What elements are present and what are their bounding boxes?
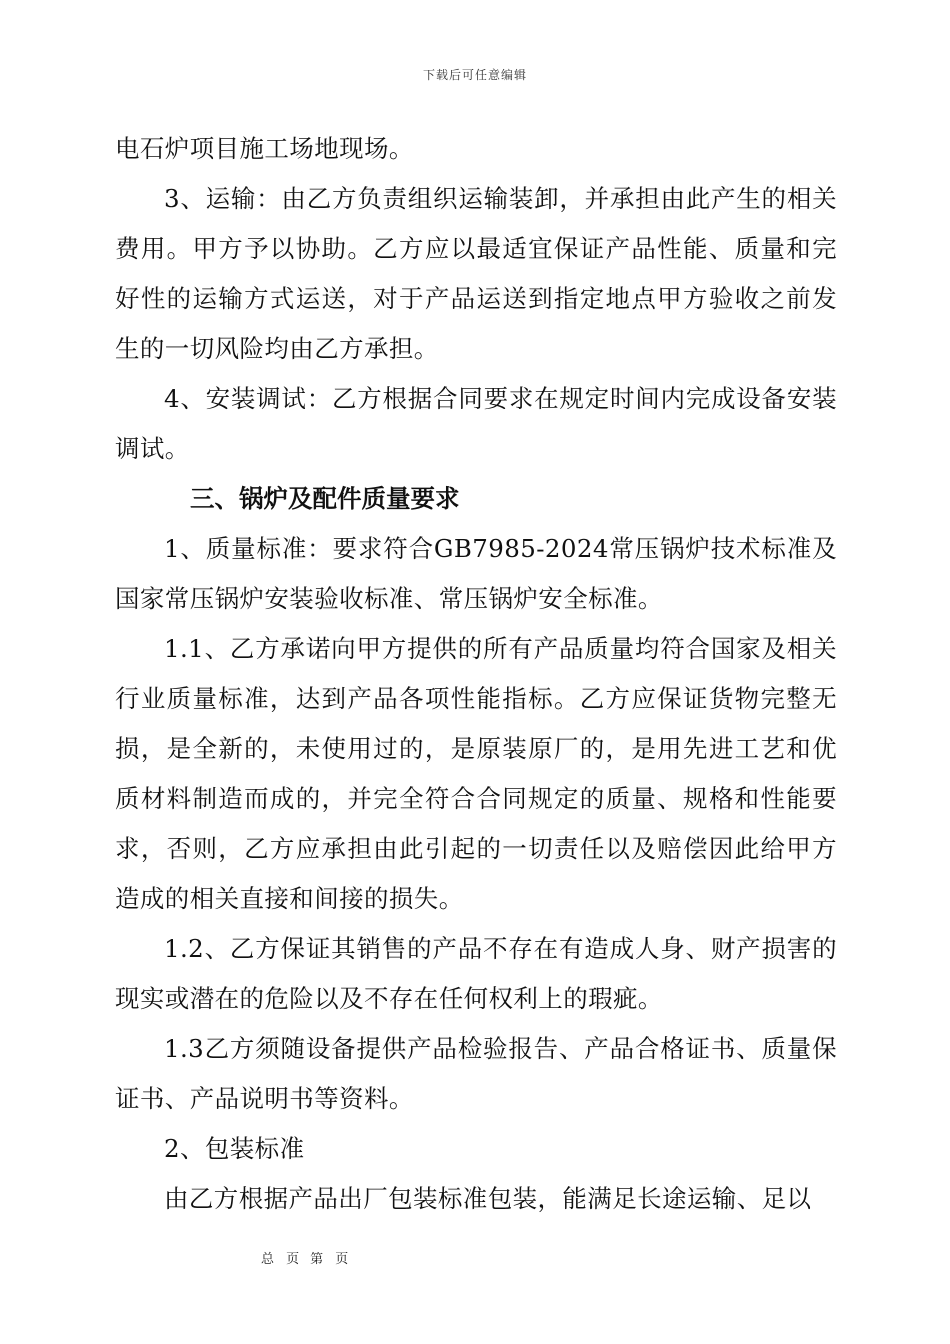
section-heading: 三、锅炉及配件质量要求: [190, 484, 460, 513]
page-footer: [261, 1248, 359, 1267]
footer-total-pages: 总 页: [261, 1252, 301, 1267]
document-body: [115, 124, 837, 1224]
paragraph-clause-1-2: 1.2、乙方保证其销售的产品不存在有造成人身、财产损害的现实或潜在的危险以及不存在任何权利上的瑕疵。: [115, 934, 837, 1013]
page-header: 下载后可任意编辑: [422, 68, 527, 82]
paragraph-continuation: 电石炉项目施工场地现场。: [115, 134, 414, 163]
paragraph-installation: 4、安装调试：乙方根据合同要求在规定时间内完成设备安装调试。: [115, 384, 837, 463]
paragraph-clause-1-3: 1.3乙方须随设备提供产品检验报告、产品合格证书、质量保证书、产品说明书等资料。: [115, 1034, 837, 1113]
paragraph-clause-1-1: 1.1、乙方承诺向甲方提供的所有产品质量均符合国家及相关行业质量标准，达到产品各项性能指标。乙方应保证货物完整无损，是全新的，未使用过的，是原装原厂的，是用先进工艺和优质材料制造而成的，并完全符合合同规定的质量、规格和性能要求，否则，乙方应承担由此引起的一切责任以及赔偿因此给甲方造成的相关直接和间接的损失。: [115, 634, 837, 913]
footer-page-number: 第 页: [310, 1252, 350, 1267]
paragraph-packaging-title: 2、包装标准: [164, 1134, 305, 1163]
paragraph-transport: 3、运输：由乙方负责组织运输装卸，并承担由此产生的相关费用。甲方予以协助。乙方应以最适宜保证产品性能、质量和完好性的运输方式运送，对于产品运送到指定地点甲方验收之前发生的一切风险均由乙方承担。: [115, 184, 837, 363]
paragraph-quality-standard: 1、质量标准：要求符合GB7985-2024常压锅炉技术标准及国家常压锅炉安装验收标准、常压锅炉安全标准。: [115, 534, 837, 613]
paragraph-packaging: 由乙方根据产品出厂包装标准包装，能满足长途运输、足以: [164, 1184, 812, 1213]
